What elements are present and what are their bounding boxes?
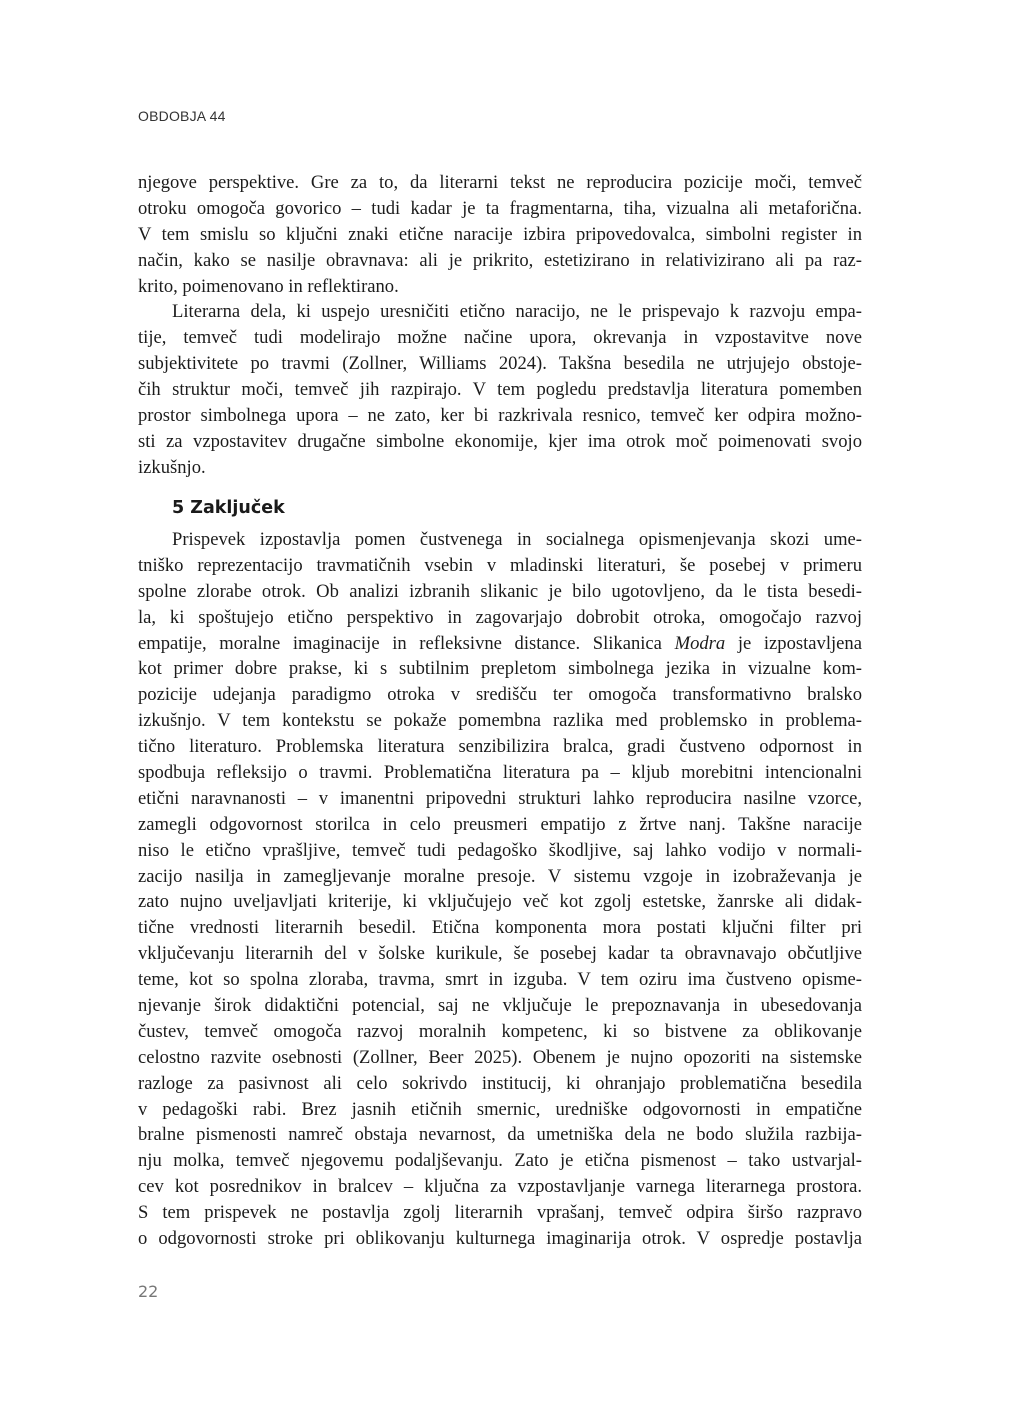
text-line: tniško reprezentacijo travmatičnih vsebin v mladinski literaturi, še posebej v primeru (138, 554, 862, 576)
text-line: o odgovornosti stroke pri oblikovanju kulturnega imaginarija otrok. V ospredje postavlja (138, 1228, 862, 1250)
text-line: bralne pismenosti namreč obstaja nevarnost, da umetniška dela ne bodo služila razbija- (138, 1124, 862, 1146)
paragraph-1 (138, 170, 862, 299)
text-line: tične vrednosti literarnih besedil. Etična komponenta mora postati ključni filter pri (138, 917, 862, 939)
paragraph-3-continuation (138, 656, 862, 1251)
text-line: tično literaturo. Problemska literatura senzibilizira bralca, gradi čustveno odpornost in (138, 736, 862, 758)
text-line: subjektivitete po travmi (Zollner, Williams 2024). Takšna besedila ne utrjujejo obstoje- (138, 353, 862, 375)
paragraph-2 (138, 299, 862, 480)
text-line: teme, kot so spolna zloraba, travma, smrt in izguba. V tem oziru ima čustveno opisme- (138, 969, 862, 991)
text-line: njegove perspektive. Gre za to, da literarni tekst ne reproducira pozicije moči, temveč (138, 172, 862, 193)
text-segment: je izpostavljena (725, 632, 862, 654)
text-line: čustev, temveč omogoča razvoj moralnih kompetenc, ki so bistvene za oblikovanje (138, 1020, 862, 1042)
text-line: V tem smislu so ključni znaki etične naracije izbira pripovedovalca, simbolni register in (138, 223, 862, 245)
text-line: razloge za pasivnost ali celo sokrivdo institucij, ki ohranjajo problematična besedila (138, 1072, 862, 1094)
running-header: OBDOBJA 44 (138, 108, 226, 124)
text-line: krito, poimenovano in reflektirano. (138, 275, 399, 297)
text-line: otroku omogoča govorico – tudi kadar je ta fragmentarna, tiha, vizualna ali metaforična. (138, 197, 862, 219)
text-line (138, 631, 862, 657)
text-line: tije, temveč tudi modelirajo možne načine upora, okrevanja in vzpostavitve nove (138, 327, 862, 349)
text-line: pozicije udejanja paradigmo otroka v središču ter omogoča transformativno bralsko (138, 684, 862, 706)
text-line: zamegli odgovornost storilca in celo preusmeri empatijo z žrtve nanj. Takšne naracije (138, 813, 862, 835)
text-line: la, ki spoštujejo etično perspektivo in zagovarjajo dobrobit otroka, omogočajo razvoj (138, 606, 862, 628)
text-line: niso le etično vprašljive, temveč tudi pedagoško škodljive, saj lahko vodijo v normali- (138, 839, 862, 861)
text-line: izkušnjo. V tem kontekstu se pokaže pomembna razlika med problemsko in problema- (138, 710, 862, 732)
text-line: kot primer dobre prakse, ki s subtilnim prepletom simbolnega jezika in vizualne kom- (138, 658, 862, 680)
text-line: spodbuja refleksijo o travmi. Problematična literatura pa – kljub morebitni intencionalni (138, 762, 862, 784)
text-line: izkušnjo. (138, 456, 206, 478)
paragraph-3 (138, 527, 862, 1252)
body-text-upper (138, 170, 862, 481)
text-line: način, kako se nasilje obravnava: ali je prikrito, estetizirano in relativizirano ali pa raz- (138, 249, 862, 271)
text-line: celostno razvite osebnosti (Zollner, Beer 2025). Obenem je nujno opozoriti na sistemske (138, 1046, 862, 1068)
text-line: sti za vzpostavitev drugačne simbolne ekonomije, kjer ima otrok moč poimenovati svojo (138, 430, 862, 452)
section-heading: 5 Zaključek (172, 498, 285, 518)
page-number: 22 (138, 1282, 159, 1301)
text-line: zacijo nasilja in zamegljevanje moralne presoje. V sistemu vzgoje in izobraževanja je (138, 865, 862, 887)
text-line: nju molka, temveč njegovemu podaljševanju. Zato je etična pismenost – tako ustvarjal- (138, 1150, 862, 1172)
text-segment: empatije, moralne imaginacije in refleksivne distance. Slikanica (138, 632, 675, 654)
text-line: zato nujno uveljavljati kriterije, ki vključujejo več kot zgolj estetske, žanrske ali didak- (138, 891, 862, 913)
text-line: vključevanju literarnih del v šolske kurikule, še posebej kadar ta obravnavajo občutljive (138, 943, 862, 965)
text-line: etični naravnanosti – v imanentni pripovedni strukturi lahko reproducira nasilne vzorce, (138, 787, 862, 809)
text-line: spolne zlorabe otrok. Ob analizi izbranih slikanic je bilo ugotovljeno, da le tista besedi- (138, 580, 862, 602)
book-title: Modra (674, 632, 726, 654)
text-line: njevanje širok didaktični potencial, saj ne vključuje le prepoznavanja in ubesedovanja (138, 995, 862, 1017)
text-line: S tem prispevek ne postavlja zgolj literarnih vprašanj, temveč odpira širšo razpravo (138, 1202, 862, 1224)
text-line: cev kot posrednikov in bralcev – ključna za vzpostavljanje varnega literarnega prostora. (138, 1176, 862, 1198)
body-text-lower (138, 527, 862, 1252)
text-line: prostor simbolnega upora – ne zato, ker bi razkrivala resnico, temveč ker odpira možno- (138, 405, 862, 427)
text-line: čih struktur moči, temveč jih razpirajo. V tem pogledu predstavlja literatura pomemben (138, 379, 862, 401)
text-line: Literarna dela, ki uspejo uresničiti etično naracijo, ne le prispevajo k razvoju empa- (172, 301, 862, 323)
text-line: Prispevek izpostavlja pomen čustvenega in socialnega opismenjevanja skozi ume- (172, 529, 862, 550)
text-line: v pedagoški rabi. Brez jasnih etičnih smernic, uredniške odgovornosti in empatične (138, 1098, 862, 1120)
